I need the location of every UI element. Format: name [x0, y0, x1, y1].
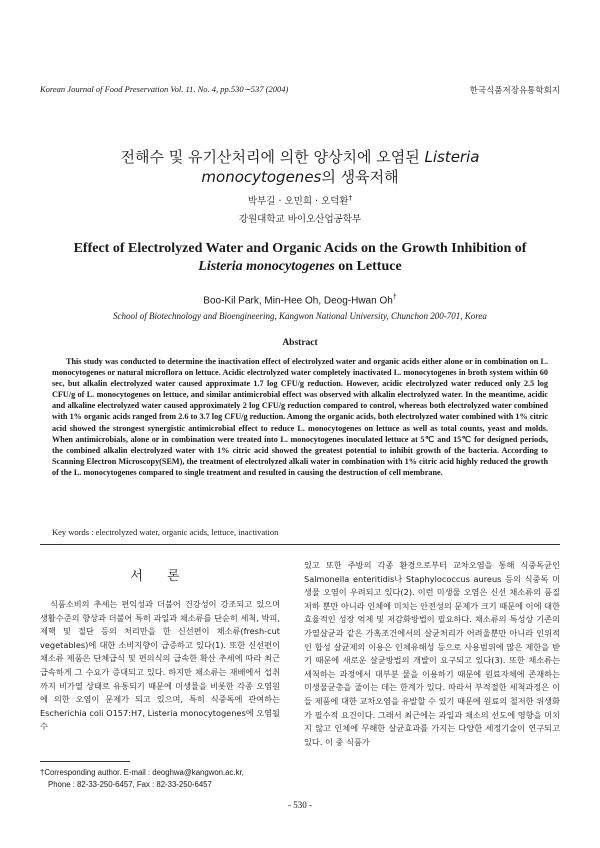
- footnote-divider: [40, 761, 130, 762]
- korean-authors: [0, 193, 600, 207]
- english-title-line1: Effect of Electrolyzed Water and Organic Acids on the Growth Inhibition of: [73, 241, 527, 256]
- journal-citation: Korean Journal of Food Preservation Vol. 11. No. 4, pp.530∼537 (2004): [40, 84, 289, 94]
- korean-title: [0, 147, 600, 187]
- intro-right-column: 있고 또한 주방의 각종 환경으로부터 교차오염을 통해 식중독균인 Salmonella enteritidis나 Staphylococcus aureus 등의 식중독 미생물 오염이 우려되고 있다(2). 이런 미생물 오염은 신선 채소류의 품질저하 뿐만 아니라 인체에 미치는 안전성의 문제가 크기 때문에 이에 대한 효율적인 성장 억제 및 저감화방법이 필요하다. 채소류의 특성상 기존의 가열살균과 같은 가혹조건에서의 살균처리가 어려울뿐만 아니라 인위적인 합성 살균제의 이용은 인체유해성 등으로 사용범위에 많은 제한을 받기 때문에 새로운 살균방법의 개발이 요구되고 있다(3). 또한 채소류는 세척하는 과정에서 대부분 물을 이용하기 때문에 원료자체에 존재하는 미생물균총을 줄이는 데는 한계가 있다. 따라서 부적절한 세척과정은 이들 제품에 대한 교차오염을 유발할 수 있기 때문에 원료의 철저한 위생화가 필수적 요건이다. 그래서 최근에는 과일과 채소의 선도에 영향을 미치지 않고 인체에 무해한 살균효과를 가지는 다양한 세정기술이 연구되고 있다. 이 중 식품가: [304, 560, 560, 747]
- english-title-italic: Listeria monocytogenes: [198, 259, 335, 274]
- korean-author-mark: †: [348, 193, 353, 202]
- english-title-rest: on Lettuce: [334, 259, 402, 274]
- society-name: 한국식품저장유통학회지: [469, 86, 560, 96]
- page-number: - 530 -: [288, 800, 312, 810]
- section-heading-introduction: 서 론: [130, 569, 190, 584]
- korean-authors-names: 박부길 · 오민희 · 오덕환: [247, 196, 349, 207]
- footnote-line2: Phone : 82-33-250-6457, Fax : 82-33-250-6457: [48, 780, 212, 789]
- korean-title-part2: 의 생육저해: [321, 168, 399, 186]
- footnote: [40, 767, 244, 791]
- abstract-text: This study was conducted to determine the inactivation effect of electrolyzed water and organic acids either alone or in combination on L. monocytogenes or natural microflora on lettuce. Acidic electrolyzed water completely inactivated L. monocytogenes in broth system within 60 sec, but alkalin electrolyzed water caused approximate 1.7 log CFU/g reduction. However, acidic electrolyzed water reduced only 2.5 log CFU/g of L. monocytogenes on lettuce, and similar antimicrobial effect was observed with alkalin electrolyzed water. In the meantime, acidic and alkaline electrolyzed water caused approximately 2 log CFU/g reduction compared to control, whereas both electrolyzed water combined with 1% organic acids ranged from 2.6 to 3.7 log CFU/g reduction. Among the organic acids, both electrolyzed water combined with 1% citric acid showed the strongest synergistic antimicrobial effect to reduce L. monocytogenes on lettuce as well as total counts, yeast and molds. When antimicrobials, alone or in combination were treated into L. monocytogenes inoculated lettuce at 5℃ and 15℃ for designed periods, the combined alkalin electrolyzed water with 1% citric acid showed the greatest potential to inhibit growth of the bacteria. According to Scanning Electron Microscopy(SEM), the treatment of electrolyzed alkali water in combination with 1% citric acid highly reduced the growth of the L. monocytogenes compared to single treatment and resulted in causing the destruction of cell membrane.: [52, 357, 548, 477]
- footnote-line1: †Corresponding author. E-mail : deoghwa@kangwon.ac.kr,: [40, 768, 244, 777]
- korean-title-italic1: Listeria: [424, 148, 480, 166]
- english-title: [0, 240, 600, 276]
- english-authors-names: Boo-Kil Park, Min-Hee Oh, Deog-Hwan Oh: [203, 295, 393, 307]
- abstract-heading: Abstract: [282, 338, 318, 348]
- english-affiliation: School of Biotechnology and Bioengineering, Kangwon National University, Chunchon 200-701, Korea: [113, 311, 487, 321]
- english-author-mark: †: [392, 294, 397, 301]
- korean-title-part1: 전해수 및 유기산처리에 의한 양상치에 오염된: [120, 148, 425, 166]
- keywords: Key words : electrolyzed water, organic acids, lettuce, inactivation: [52, 527, 279, 537]
- korean-affiliation: 강원대학교 바이오산업공학부: [238, 214, 362, 225]
- korean-title-italic2: monocytogenes: [201, 168, 322, 186]
- intro-left-column: 식품소비의 추세는 편익성과 더불어 건강성이 강조되고 있으며 생활수준의 향상과 더불어 특히 과일과 채소류를 단순히 세척, 박피, 제핵 및 절단 등의 처리만을 한 신선편이 채소류(fresh-cut vegetables)에 대한 소비지향이 급증하고 있다(1). 또한 신선편이 채소류 제품은 단체급식 및 편의식의 급속한 확산 추세에 따라 최근 급속하게 그 수요가 증대되고 있다. 하지만 채소류는 재배에서 섭취까지 비가열 상태로 유통되기 때문에 미생물을 비롯한 각종 오염원에 의한 오염이 문제가 되고 있으며, 특히 식중독에 관여하는 Escherichia coli O157:H7, Listeria monocytogenes에 오염될 수: [40, 599, 280, 732]
- english-authors: [0, 294, 600, 306]
- divider: [40, 544, 560, 545]
